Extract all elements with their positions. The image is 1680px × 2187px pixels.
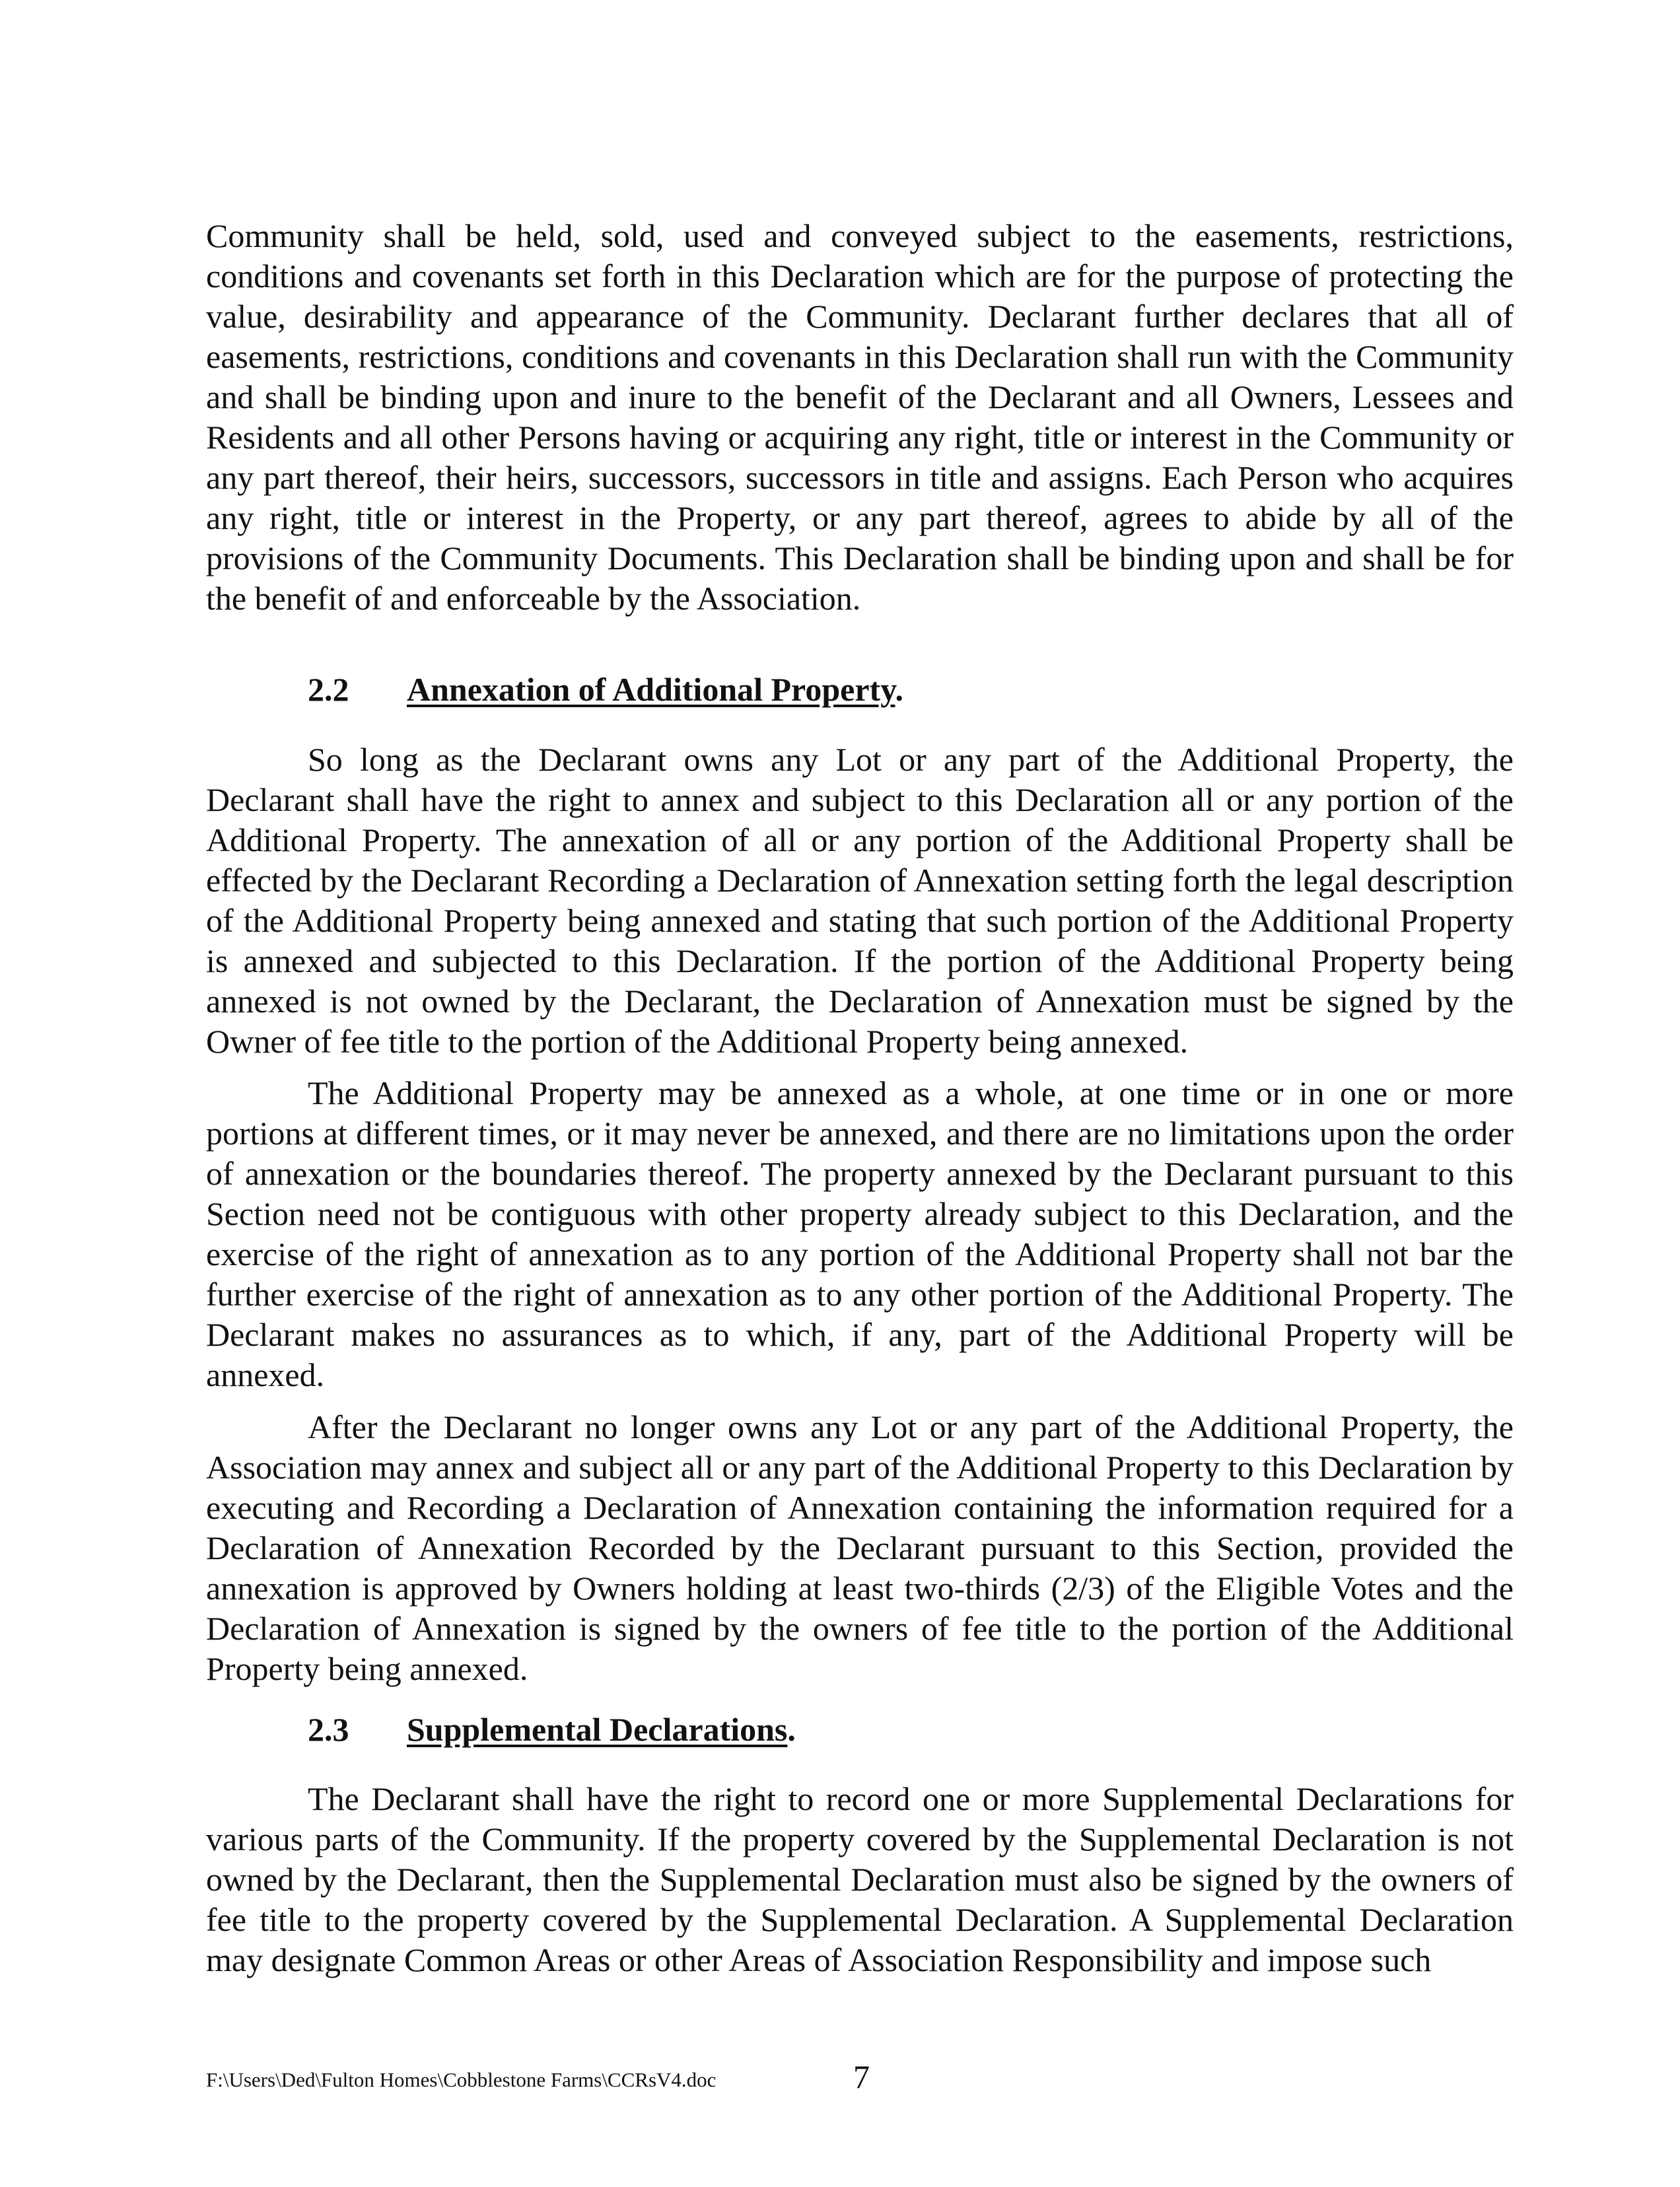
section-heading-2-2 (308, 670, 903, 709)
heading-period: . (895, 671, 903, 708)
page-number: 7 (853, 2058, 870, 2095)
section-number: 2.3 (308, 1711, 349, 1748)
paragraph-annexation-by-association: After the Declarant no longer owns any Lot or any part of the Additional Property, the Association may annex and subject all or any part of the Additional Property to this Declaration by executing and Recording a Declaration of Annexation containing the information required for a Declaration of Annexation Recorded by the Declarant pursuant to this Section, provided the annexation is approved by Owners holding at least two-thirds (2/3) of the Eligible Votes and the Declaration of Annexation is signed by the owners of fee title to the portion of the Additional Property being annexed. (206, 1408, 1514, 1687)
paragraph-annexation-timing: The Additional Property may be annexed as a whole, at one time or in one or more portions at different times, or it may never be annexed, and there are no limitations upon the order of annexation or the boundaries thereof. The property annexed by the Declarant pursuant to this Section need not be contiguous with other property already subject to this Declaration, and the exercise of the right of annexation as to any portion of the Additional Property shall not bar the further exercise of the right of annexation as to any other portion of the Additional Property. The Declarant makes no assurances as to which, if any, part of the Additional Property will be annexed. (206, 1074, 1514, 1393)
footer-file-path: F:\Users\Ded\Fulton Homes\Cobblestone Farms\CCRsV4.doc (206, 2068, 717, 2091)
section-title: Annexation of Additional Property (407, 671, 895, 708)
paragraph-supplemental-declarations: The Declarant shall have the right to record one or more Supplemental Declarations for various parts of the Community. If the property covered by the Supplemental Declaration is not owned by the Declarant, then the Supplemental Declaration must also be signed by the owners of fee title to the property covered by the Supplemental Declaration. A Supplemental Declaration may designate Common Areas or other Areas of Association Responsibility and impose such (206, 1780, 1514, 1978)
section-number: 2.2 (308, 671, 349, 708)
section-title: Supplemental Declarations (407, 1711, 788, 1748)
heading-period: . (787, 1711, 796, 1748)
paragraph-annexation-by-declarant: So long as the Declarant owns any Lot or any part of the Additional Property, the Declarant shall have the right to annex and subject to this Declaration all or any portion of the Additional Property. The annexation of all or any portion of the Additional Property shall be effected by the Declarant Recording a Declaration of Annexation setting forth the legal description of the Additional Property being annexed and stating that such portion of the Additional Property is annexed and subjected to this Declaration. If the portion of the Additional Property being annexed is not owned by the Declarant, the Declaration of Annexation must be signed by the Owner of fee title to the portion of the Additional Property being annexed. (206, 741, 1514, 1060)
paragraph-community-continuation: Community shall be held, sold, used and conveyed subject to the easements, restrictions, conditions and covenants set forth in this Declaration which are for the purpose of protecting the value, desirability and appearance of the Community. Declarant further declares that all of easements, restrictions, conditions and covenants in this Declaration shall run with the Community and shall be binding upon and inure to the benefit of the Declarant and all Owners, Lessees and Residents and all other Persons having or acquiring any right, title or interest in the Community or any part thereof, their heirs, successors, successors in title and assigns. Each Person who acquires any right, title or interest in the Property, or any part thereof, agrees to abide by all of the provisions of the Community Documents. This Declaration shall be binding upon and shall be for the benefit of and enforceable by the Association. (206, 217, 1514, 617)
section-heading-2-3 (308, 1710, 796, 1749)
